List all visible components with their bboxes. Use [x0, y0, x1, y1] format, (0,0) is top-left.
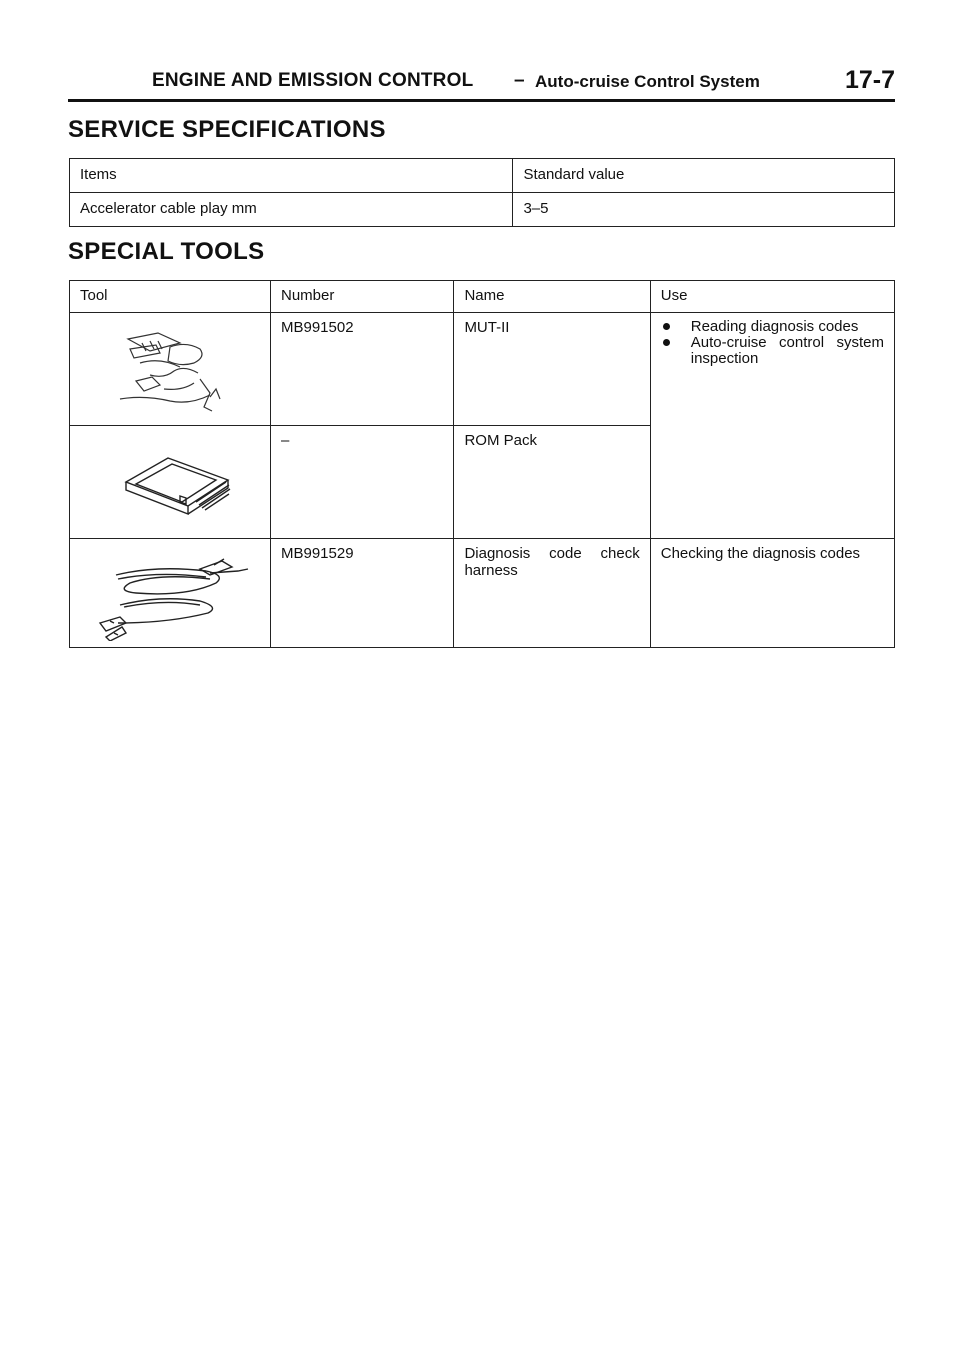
rom-pack-icon	[80, 432, 260, 528]
mut-ii-tester-icon	[80, 319, 260, 419]
page-number: 17-7	[844, 66, 895, 94]
tool-number: MB991502	[271, 313, 454, 426]
tool-name: ROM Pack	[454, 426, 650, 539]
header-dash: –	[514, 70, 525, 91]
tool-number: MB991529	[271, 539, 454, 648]
column-header-items: Items	[70, 159, 513, 193]
column-header-standard-value: Standard value	[513, 159, 895, 193]
service-specifications-heading: SERVICE SPECIFICATIONS	[68, 116, 386, 143]
list-item	[661, 319, 884, 335]
tool-name: MUT-II	[454, 313, 650, 426]
use-item: Auto-cruise control system inspection	[690, 334, 884, 367]
column-header-tool: Tool	[70, 281, 271, 313]
special-tools-heading: SPECIAL TOOLS	[68, 238, 265, 265]
tool-use: Checking the diagnosis codes	[650, 539, 894, 648]
header-rule	[68, 99, 895, 102]
table-header-row	[70, 281, 895, 313]
spec-item: Accelerator cable play mm	[70, 193, 513, 227]
tool-number: –	[271, 426, 454, 539]
table-row	[70, 313, 895, 426]
service-specifications-table	[69, 158, 895, 227]
tool-use-cell	[650, 313, 894, 539]
tool-name: Diagnosis code check harness	[454, 539, 650, 648]
column-header-number: Number	[271, 281, 454, 313]
special-tools-table	[69, 280, 895, 648]
page-header	[68, 62, 895, 102]
tool-use-list	[661, 319, 884, 367]
column-header-use: Use	[650, 281, 894, 313]
diagnosis-harness-icon	[80, 545, 260, 641]
bullet-icon	[663, 339, 670, 346]
use-item: Reading diagnosis codes	[690, 318, 859, 335]
section-title: Auto-cruise Control System	[535, 72, 760, 91]
tool-image-cell	[70, 313, 271, 426]
tool-image-cell	[70, 539, 271, 648]
tool-image-cell	[70, 426, 271, 539]
list-item	[661, 335, 884, 367]
table-row	[70, 193, 895, 227]
table-row	[70, 539, 895, 648]
table-header-row	[70, 159, 895, 193]
bullet-icon	[663, 323, 670, 330]
chapter-title: ENGINE AND EMISSION CONTROL	[152, 70, 474, 91]
column-header-name: Name	[454, 281, 650, 313]
spec-value: 3–5	[513, 193, 895, 227]
